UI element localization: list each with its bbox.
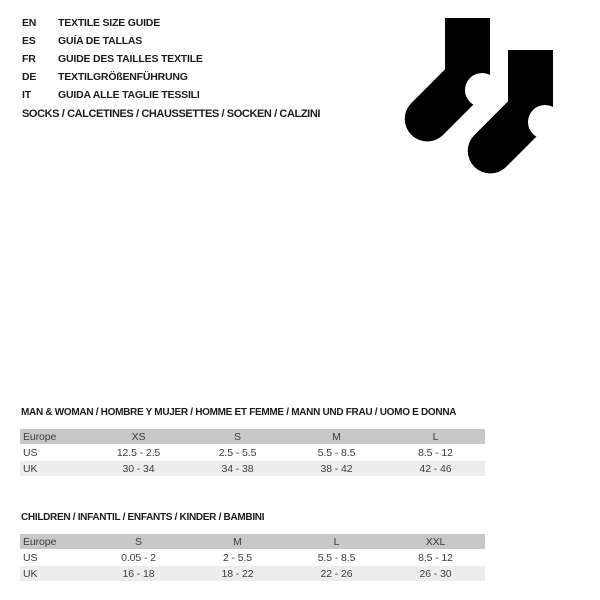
language-list [22,14,203,104]
socks-icon [395,8,565,183]
sock-heel-cutout [528,105,562,139]
row-label: UK [20,566,89,581]
language-label: GUIDE DES TAILLES TEXTILE [58,53,203,65]
size-cell: 22 - 26 [287,566,386,581]
language-code: FR [22,53,36,65]
size-cell: 2 - 5.5 [188,550,287,565]
size-cell: 8.5 - 12 [386,550,485,565]
size-cell: 26 - 30 [386,566,485,581]
size-cell: 5.5 - 8.5 [287,550,386,565]
table-title: MAN & WOMAN / HOMBRE Y MUJER / HOMME ET FEMME / MANN UND FRAU / UOMO E DONNA [21,407,457,418]
size-cell: 8.5 - 12 [386,445,485,460]
children-size-table [20,533,485,582]
size-cell: 0.05 - 2 [89,550,188,565]
column-header-size: XS [89,429,188,444]
language-code: DE [22,71,37,83]
language-row [22,32,203,50]
language-label: GUIDA ALLE TAGLIE TESSILI [58,89,200,101]
size-cell: 38 - 42 [287,461,386,476]
language-code: ES [22,35,36,47]
sock-back [405,18,499,141]
row-label: US [20,445,89,460]
category-heading: SOCKS / CALCETINES / CHAUSSETTES / SOCKEN / CALZINI [22,108,321,120]
column-header-size: L [386,429,485,444]
table-row-uk [20,566,485,581]
column-header-region: Europe [20,429,89,444]
language-code: EN [22,17,37,29]
column-header-size: M [287,429,386,444]
size-cell: 16 - 18 [89,566,188,581]
size-table-children [20,511,485,582]
table-title: CHILDREN / INFANTIL / ENFANTS / KINDER / BAMBINI [21,512,265,523]
row-label: US [20,550,89,565]
header-row [20,534,485,549]
column-header-size: S [188,429,287,444]
size-cell: 34 - 38 [188,461,287,476]
table-row-us [20,550,485,565]
language-label: TEXTILGRÖßENFÜHRUNG [58,71,188,83]
size-cell: 42 - 46 [386,461,485,476]
adults-size-table [20,428,485,477]
sock-heel-cutout [465,73,499,107]
language-row [22,14,203,32]
size-cell: 18 - 22 [188,566,287,581]
language-label: TEXTILE SIZE GUIDE [58,17,160,29]
row-label: UK [20,461,89,476]
column-header-region: Europe [20,534,89,549]
language-row [22,86,203,104]
column-header-size: M [188,534,287,549]
column-header-size: L [287,534,386,549]
column-header-size: S [89,534,188,549]
language-code: IT [22,89,31,101]
column-header-size: XXL [386,534,485,549]
size-cell: 5.5 - 8.5 [287,445,386,460]
header-row [20,429,485,444]
size-cell: 12.5 - 2.5 [89,445,188,460]
size-cell: 30 - 34 [89,461,188,476]
size-cell: 2.5 - 5.5 [188,445,287,460]
table-row-us [20,445,485,460]
language-row [22,68,203,86]
language-label: GUÍA DE TALLAS [58,35,143,47]
language-row [22,50,203,68]
size-table-adults [20,406,485,477]
table-row-uk [20,461,485,476]
